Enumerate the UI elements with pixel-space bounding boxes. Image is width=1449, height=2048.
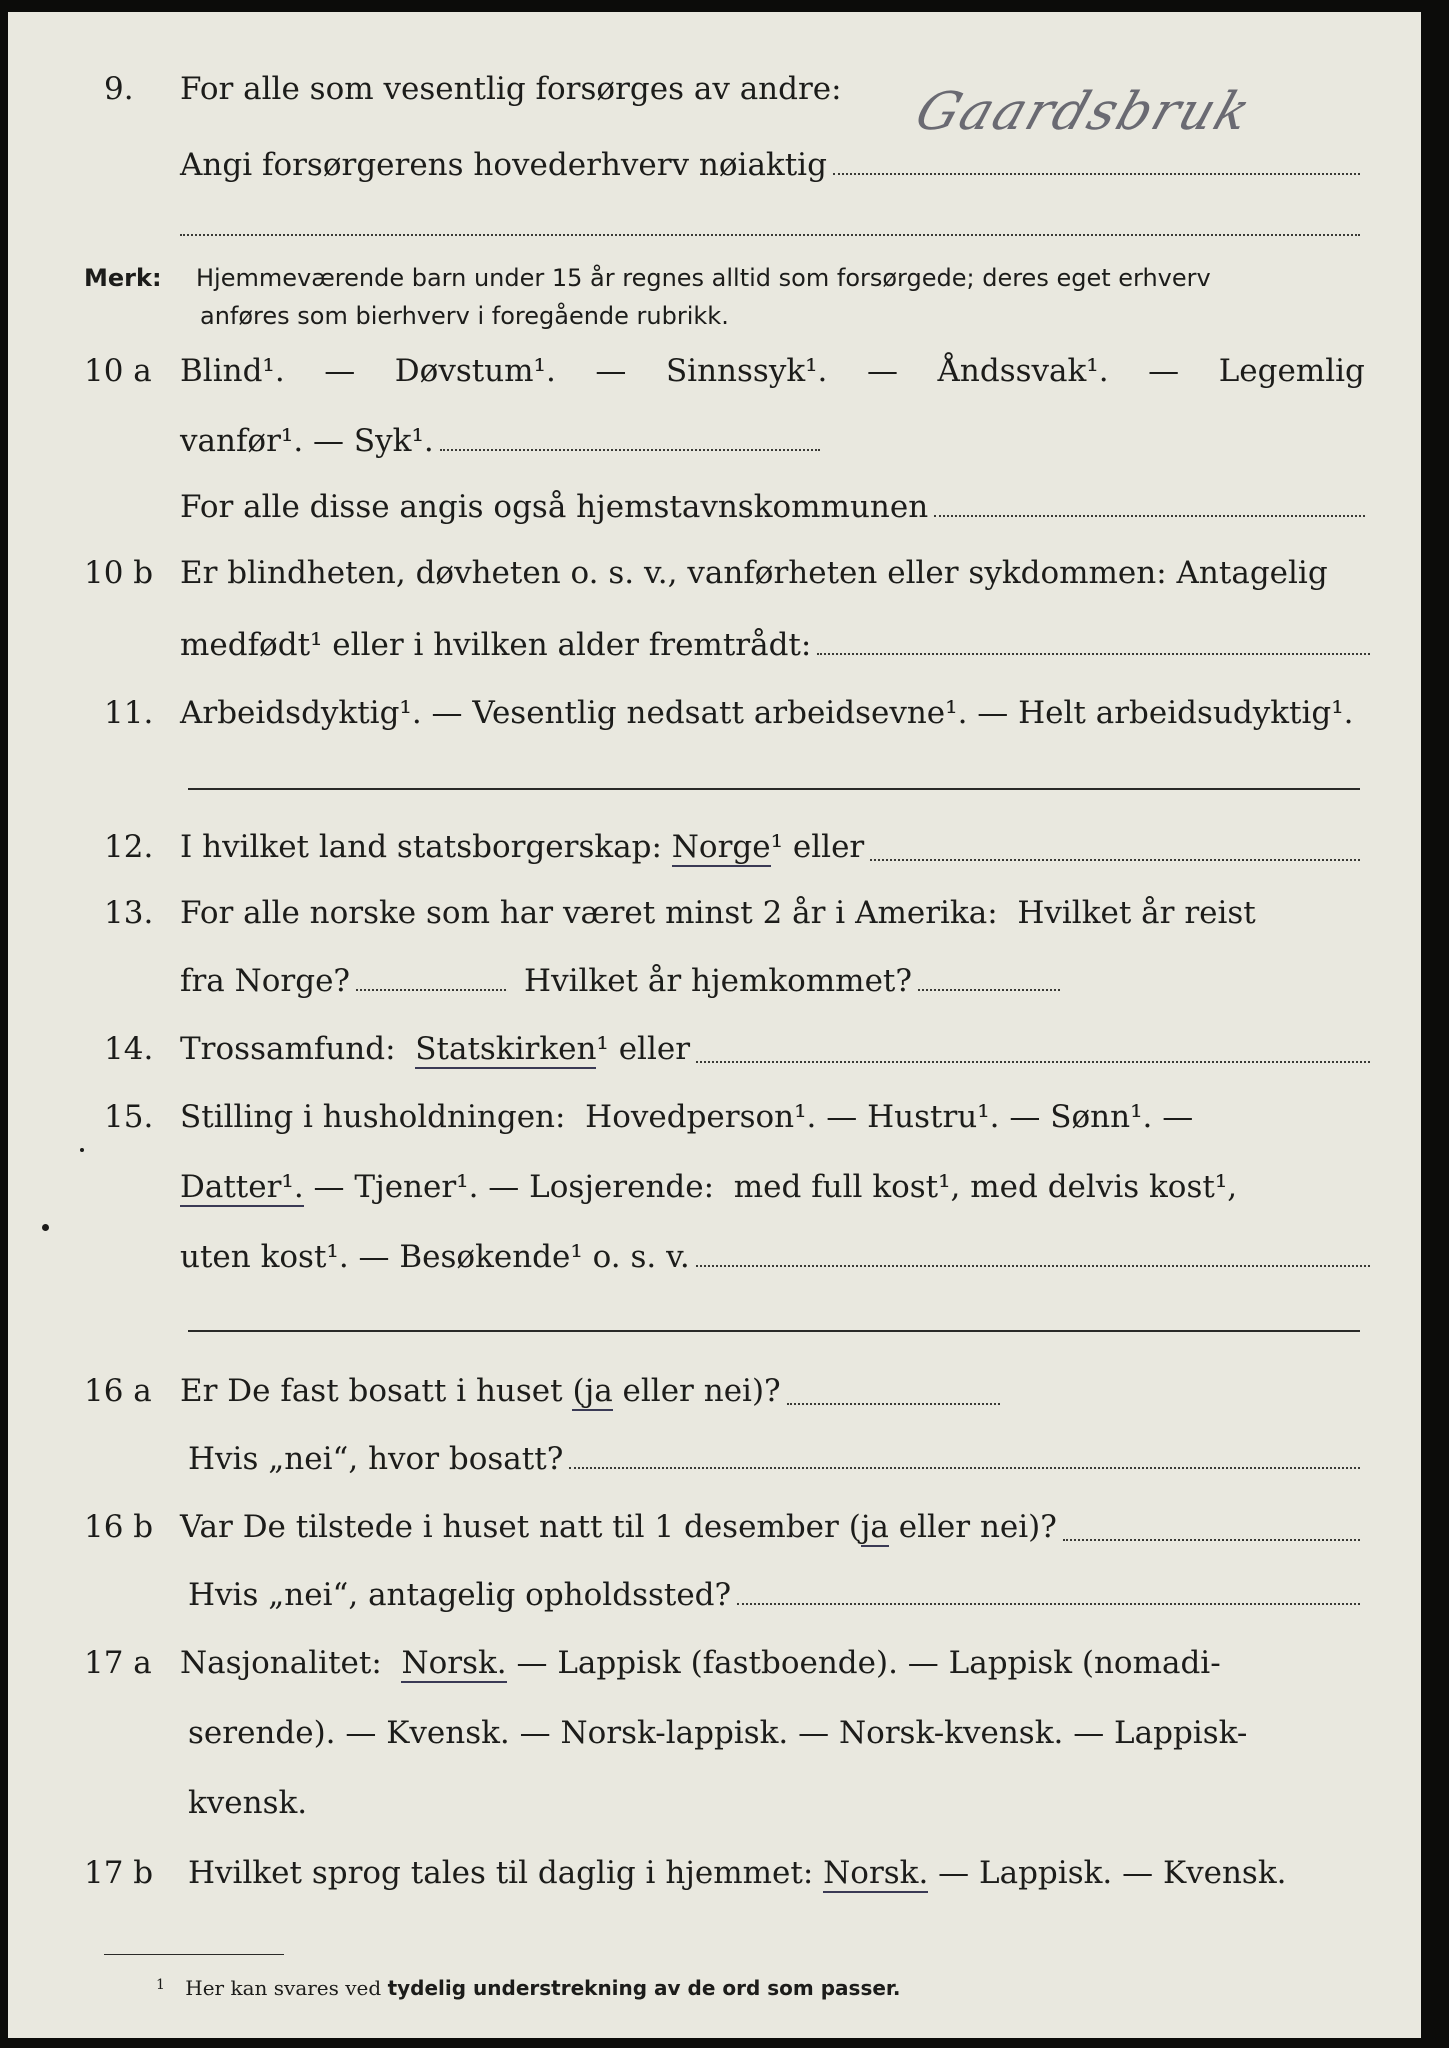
underlined-answer: Datter¹.	[180, 1169, 304, 1205]
answer-line	[787, 1403, 1000, 1405]
underlined-answer: Statskirken	[415, 1031, 597, 1067]
question-word: —	[866, 353, 898, 389]
answer-line	[180, 234, 1360, 236]
answer-rule	[188, 1330, 1360, 1332]
underlined-answer: (ja	[572, 1373, 613, 1409]
question-number: 15.	[104, 1099, 154, 1135]
question-word: Blind¹.	[180, 353, 285, 389]
question-word: Døvstum¹.	[394, 353, 556, 389]
ink-mark	[80, 1148, 84, 1152]
question-word: —	[595, 353, 627, 389]
answer-line	[870, 859, 1360, 861]
footnote-bold-text: tydelig understrekning av de ord som passer.	[387, 1976, 901, 2000]
question-text: For alle disse angis også hjemstavnskommunen	[180, 489, 929, 525]
question-number: 10 a	[84, 353, 152, 389]
underlined-answer: Norge	[671, 829, 771, 865]
question-number: 17 a	[84, 1645, 152, 1681]
answer-rule	[188, 788, 1360, 790]
question-number: 9.	[104, 71, 134, 107]
answer-line	[696, 1061, 1370, 1063]
question-number: 17 b	[84, 1855, 154, 1891]
answer-line	[440, 449, 820, 451]
question-text: vanfør¹. — Syk¹.	[180, 423, 434, 459]
question-number: 14.	[104, 1031, 154, 1067]
answer-line	[934, 515, 1365, 517]
question-word: —	[1148, 353, 1180, 389]
question-text: Trossamfund:	[180, 1031, 396, 1067]
question-text: ¹ eller	[770, 829, 865, 865]
question-text: medfødt¹ eller i hvilken alder fremtrådt:	[180, 627, 812, 663]
answer-line	[918, 989, 1060, 991]
question-text: Hvilket sprog tales til daglig i hjemmet:	[188, 1855, 814, 1891]
answer-line	[696, 1265, 1370, 1267]
ink-mark	[42, 1224, 49, 1231]
question-word: Sinnssyk¹.	[665, 353, 828, 389]
underlined-answer: ja	[860, 1509, 889, 1545]
question-number: 12.	[104, 829, 154, 865]
handwritten-answer: Gaardsbruk	[908, 82, 1260, 142]
question-text: Hvis „nei“, antagelig opholdssted?	[188, 1577, 732, 1613]
answer-line	[737, 1603, 1360, 1605]
footnote	[156, 1978, 901, 1998]
question-number: 16 b	[84, 1509, 154, 1545]
question-text: Stilling i husholdningen: Hovedperson¹. — Hustru¹. — Sønn¹. —	[180, 1099, 1194, 1135]
underlined-answer: Norsk.	[401, 1645, 507, 1681]
question-number: 16 a	[84, 1373, 152, 1409]
question-word: Legemlig	[1218, 353, 1365, 389]
note-label: Merk:	[84, 264, 162, 292]
question-text: — Lappisk (fastboende). — Lappisk (nomadi-	[506, 1645, 1221, 1681]
question-text: fra Norge?	[180, 963, 351, 999]
question-text: Nasjonalitet:	[180, 1645, 402, 1681]
question-text: eller nei)?	[888, 1509, 1057, 1545]
question-text: eller nei)?	[612, 1373, 781, 1409]
answer-line	[1063, 1539, 1360, 1541]
question-text: Var De tilstede i huset natt til 1 desember (	[180, 1509, 861, 1545]
note-text-line1: Hjemmeværende barn under 15 år regnes alltid som forsørgede; deres eget erhverv	[196, 264, 1211, 292]
question-text: ¹ eller	[596, 1031, 691, 1067]
footnote-marker: 1	[156, 1977, 165, 1993]
question-text: Er blindheten, døvheten o. s. v., vanførheten eller sykdommen: Antagelig	[180, 555, 1328, 591]
question-number: 10 b	[84, 555, 154, 591]
answer-line	[817, 653, 1370, 655]
question-text: uten kost¹. — Besøkende¹ o. s. v.	[180, 1239, 690, 1275]
question-word: Åndssvak¹.	[937, 353, 1109, 389]
answer-line	[356, 989, 506, 991]
question-text: For alle norske som har været minst 2 år i Amerika: Hvilket år reist	[180, 895, 1256, 931]
question-text: I hvilket land statsborgerskap:	[180, 829, 662, 865]
question-text: Hvilket år hjemkommet?	[524, 963, 913, 999]
question-text: Arbeidsdyktig¹. — Vesentlig nedsatt arbeidsevne¹. — Helt arbeidsudyktig¹.	[180, 695, 1354, 731]
question-text: — Tjener¹. — Losjerende: med full kost¹, med delvis kost¹,	[303, 1169, 1238, 1205]
question-text: — Lappisk. — Kvensk.	[928, 1855, 1287, 1891]
answer-line	[569, 1467, 1360, 1469]
question-text: kvensk.	[188, 1785, 308, 1821]
question-word: —	[324, 353, 356, 389]
question-text: Er De fast bosatt i huset	[180, 1373, 563, 1409]
census-form-page	[8, 12, 1421, 2038]
question-text: Angi forsørgerens hovederhverv nøiaktig	[180, 147, 827, 183]
note-text-line2: anføres som bierhverv i foregående rubrikk.	[200, 302, 729, 330]
question-text: Hvis „nei“, hvor bosatt?	[188, 1441, 564, 1477]
footnote-rule	[104, 1954, 284, 1955]
question-text: For alle som vesentlig forsørges av andre:	[180, 71, 842, 107]
question-text	[180, 353, 1365, 389]
question-number: 13.	[104, 895, 154, 931]
question-number: 11.	[104, 695, 154, 731]
footnote-text: Her kan svares ved	[185, 1976, 382, 2000]
question-text: serende). — Kvensk. — Norsk-lappisk. — Norsk-kvensk. — Lappisk-	[188, 1715, 1248, 1751]
answer-line	[833, 173, 1360, 175]
underlined-answer: Norsk.	[823, 1855, 929, 1891]
